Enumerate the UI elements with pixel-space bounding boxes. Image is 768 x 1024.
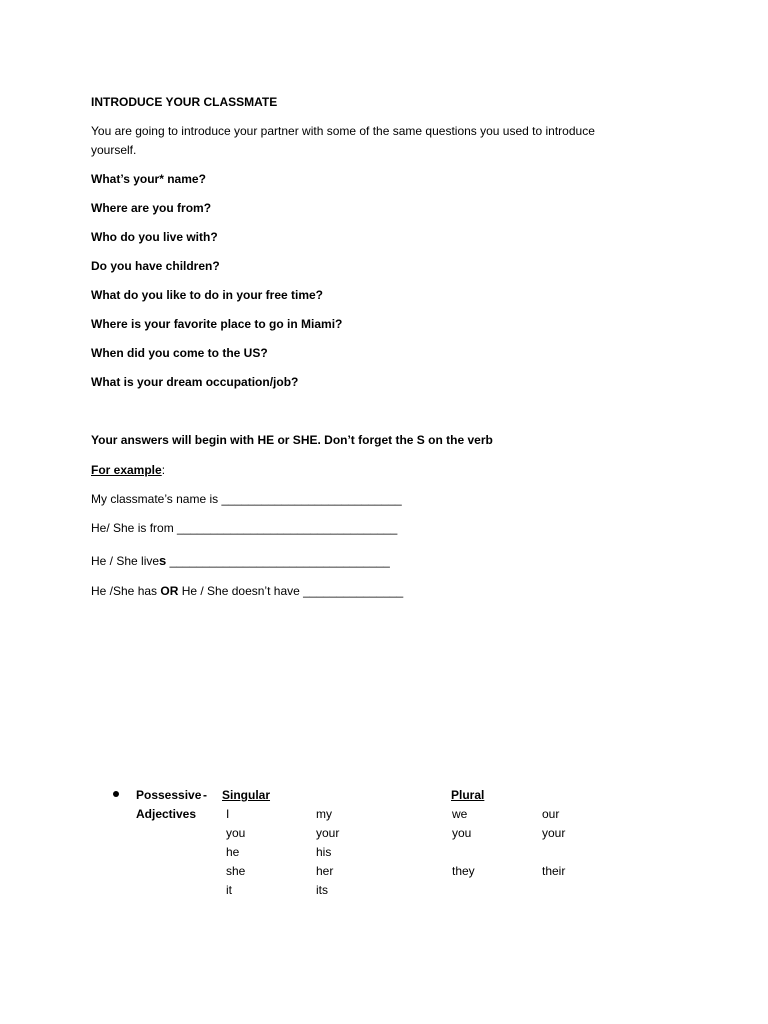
example-heading (91, 462, 165, 478)
example-line-1: My classmate’s name is ___________________________ (91, 492, 402, 506)
singular-adjective: his (316, 845, 332, 859)
example-line-3-start: He / She live (91, 554, 160, 568)
singular-pronoun: you (226, 826, 246, 840)
plural-pronoun: you (452, 826, 472, 840)
example-line-3-s: s (159, 553, 167, 568)
question-7: When did you come to the US? (91, 346, 268, 360)
intro-line-1: You are going to introduce your partner with some of the same questions you used to introduce (91, 124, 595, 138)
example-line-3 (91, 553, 390, 569)
example-line-4 (91, 583, 403, 599)
bullet-icon (113, 791, 119, 797)
intro-line-2: yourself. (91, 143, 137, 157)
singular-pronoun: he (226, 845, 240, 859)
question-4: Do you have children? (91, 259, 220, 273)
example-line-4-end: He / She doesn’t have _______________ (178, 584, 404, 598)
question-1: What’s your* name? (91, 172, 206, 186)
plural-adjective: your (542, 826, 566, 840)
example-line-4-start: He /She has (91, 584, 161, 598)
singular-pronoun: I (226, 807, 230, 821)
adjectives-label: Adjectives (136, 807, 197, 821)
question-3: Who do you live with? (91, 230, 218, 244)
example-label: For example (91, 463, 162, 477)
plural-pronoun: they (452, 864, 475, 878)
singular-adjective: your (316, 826, 340, 840)
plural-header: Plural (451, 788, 485, 802)
plural-adjective: their (542, 864, 566, 878)
singular-adjective: my (316, 807, 332, 821)
question-5: What do you like to do in your free time? (91, 288, 324, 302)
singular-pronoun: she (226, 864, 246, 878)
question-8: What is your dream occupation/job? (91, 375, 299, 389)
singular-adjective: its (316, 883, 328, 897)
example-line-2: He/ She is from _________________________________ (91, 521, 398, 535)
plural-adjective: our (542, 807, 560, 821)
plural-pronoun: we (452, 807, 468, 821)
possessive-dash: - (203, 788, 207, 802)
question-6: Where is your favorite place to go in Miami? (91, 317, 343, 331)
singular-pronoun: it (226, 883, 232, 897)
page-title: INTRODUCE YOUR CLASSMATE (91, 95, 278, 109)
example-colon: : (161, 463, 166, 477)
possessive-label: Possessive (136, 788, 202, 802)
singular-adjective: her (316, 864, 334, 878)
example-line-4-or: OR (160, 584, 179, 598)
singular-header: Singular (222, 788, 271, 802)
question-2: Where are you from? (91, 201, 212, 215)
answer-note: Your answers will begin with HE or SHE. Don’t forget the S on the verb (91, 433, 493, 447)
example-line-3-blank: _________________________________ (166, 554, 390, 568)
